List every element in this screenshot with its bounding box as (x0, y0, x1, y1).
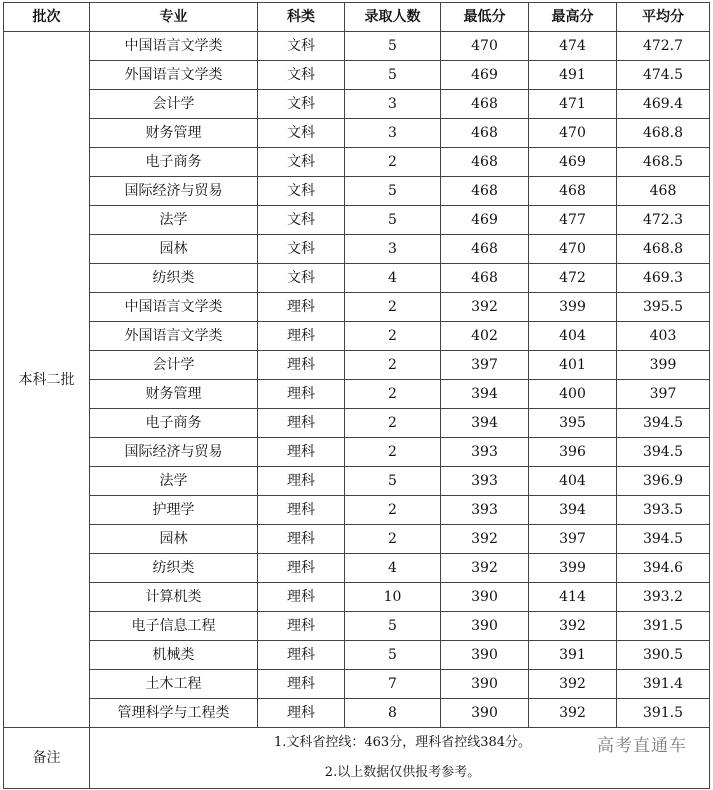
admitted-count-cell: 7 (345, 670, 441, 699)
min-score-cell: 469 (441, 61, 529, 90)
category-cell: 理科 (258, 293, 345, 322)
major-cell: 园林 (90, 235, 258, 264)
major-cell: 纺织类 (90, 554, 258, 583)
table-row (4, 380, 710, 409)
avg-score-cell: 468 (617, 177, 710, 206)
category-cell: 文科 (258, 119, 345, 148)
table-row (4, 119, 710, 148)
admitted-count-cell: 5 (345, 177, 441, 206)
category-cell: 理科 (258, 699, 345, 728)
admitted-count-cell: 2 (345, 322, 441, 351)
table-row (4, 61, 710, 90)
category-cell: 理科 (258, 583, 345, 612)
table-row (4, 235, 710, 264)
avg-score-cell: 472.3 (617, 206, 710, 235)
avg-score-cell: 396.9 (617, 467, 710, 496)
note-line-2: 2.以上数据仅供报考参考。 (324, 765, 481, 780)
max-score-cell: 474 (529, 32, 617, 61)
max-score-cell: 394 (529, 496, 617, 525)
admitted-count-cell: 4 (345, 264, 441, 293)
avg-score-cell: 403 (617, 322, 710, 351)
admitted-count-cell: 4 (345, 554, 441, 583)
category-cell: 理科 (258, 351, 345, 380)
min-score-cell: 468 (441, 90, 529, 119)
avg-score-cell: 395.5 (617, 293, 710, 322)
table-row (4, 293, 710, 322)
header-avg-score: 平均分 (617, 3, 710, 32)
category-cell: 理科 (258, 380, 345, 409)
major-cell: 国际经济与贸易 (90, 177, 258, 206)
category-cell: 文科 (258, 264, 345, 293)
max-score-cell: 401 (529, 351, 617, 380)
category-cell: 文科 (258, 177, 345, 206)
min-score-cell: 397 (441, 351, 529, 380)
min-score-cell: 393 (441, 467, 529, 496)
avg-score-cell: 468.5 (617, 148, 710, 177)
major-cell: 会计学 (90, 351, 258, 380)
avg-score-cell: 390.5 (617, 641, 710, 670)
admitted-count-cell: 2 (345, 438, 441, 467)
major-cell: 法学 (90, 467, 258, 496)
major-cell: 会计学 (90, 90, 258, 119)
category-cell: 文科 (258, 32, 345, 61)
max-score-cell: 396 (529, 438, 617, 467)
avg-score-cell: 391.5 (617, 699, 710, 728)
category-cell: 理科 (258, 525, 345, 554)
avg-score-cell: 397 (617, 380, 710, 409)
avg-score-cell: 472.7 (617, 32, 710, 61)
min-score-cell: 394 (441, 380, 529, 409)
avg-score-cell: 394.5 (617, 438, 710, 467)
major-cell: 电子信息工程 (90, 612, 258, 641)
avg-score-cell: 391.5 (617, 612, 710, 641)
min-score-cell: 393 (441, 438, 529, 467)
category-cell: 文科 (258, 90, 345, 119)
major-cell: 护理学 (90, 496, 258, 525)
admitted-count-cell: 5 (345, 467, 441, 496)
admitted-count-cell: 5 (345, 612, 441, 641)
major-cell: 财务管理 (90, 380, 258, 409)
admitted-count-cell: 10 (345, 583, 441, 612)
max-score-cell: 404 (529, 467, 617, 496)
notes-row (4, 728, 710, 789)
min-score-cell: 470 (441, 32, 529, 61)
max-score-cell: 469 (529, 148, 617, 177)
table-row (4, 670, 710, 699)
avg-score-cell: 399 (617, 351, 710, 380)
table-row (4, 206, 710, 235)
min-score-cell: 468 (441, 119, 529, 148)
category-cell: 理科 (258, 467, 345, 496)
max-score-cell: 399 (529, 554, 617, 583)
table-row (4, 264, 710, 293)
min-score-cell: 469 (441, 206, 529, 235)
table-row (4, 496, 710, 525)
min-score-cell: 392 (441, 554, 529, 583)
avg-score-cell: 391.4 (617, 670, 710, 699)
major-cell: 土木工程 (90, 670, 258, 699)
category-cell: 文科 (258, 206, 345, 235)
max-score-cell: 391 (529, 641, 617, 670)
batch-cell: 本科二批 (4, 32, 90, 728)
min-score-cell: 392 (441, 293, 529, 322)
table-row (4, 409, 710, 438)
avg-score-cell: 394.5 (617, 525, 710, 554)
major-cell: 电子商务 (90, 148, 258, 177)
max-score-cell: 472 (529, 264, 617, 293)
admitted-count-cell: 2 (345, 351, 441, 380)
max-score-cell: 470 (529, 119, 617, 148)
table-row (4, 148, 710, 177)
min-score-cell: 390 (441, 583, 529, 612)
admitted-count-cell: 3 (345, 235, 441, 264)
admitted-count-cell: 2 (345, 293, 441, 322)
avg-score-cell: 393.5 (617, 496, 710, 525)
max-score-cell: 471 (529, 90, 617, 119)
header-row (4, 3, 710, 32)
table-row (4, 612, 710, 641)
avg-score-cell: 474.5 (617, 61, 710, 90)
max-score-cell: 477 (529, 206, 617, 235)
category-cell: 理科 (258, 409, 345, 438)
admitted-count-cell: 8 (345, 699, 441, 728)
min-score-cell: 468 (441, 235, 529, 264)
admission-score-table (3, 2, 710, 789)
category-cell: 理科 (258, 322, 345, 351)
min-score-cell: 390 (441, 699, 529, 728)
category-cell: 理科 (258, 670, 345, 699)
major-cell: 外国语言文学类 (90, 322, 258, 351)
admitted-count-cell: 2 (345, 525, 441, 554)
table-row (4, 177, 710, 206)
admitted-count-cell: 2 (345, 409, 441, 438)
min-score-cell: 390 (441, 641, 529, 670)
max-score-cell: 491 (529, 61, 617, 90)
admitted-count-cell: 2 (345, 148, 441, 177)
table-row (4, 322, 710, 351)
table-row (4, 554, 710, 583)
category-cell: 文科 (258, 61, 345, 90)
avg-score-cell: 468.8 (617, 235, 710, 264)
watermark: 高考直通车 (597, 736, 687, 756)
table-row (4, 438, 710, 467)
category-cell: 理科 (258, 554, 345, 583)
table-row (4, 699, 710, 728)
major-cell: 纺织类 (90, 264, 258, 293)
avg-score-cell: 469.4 (617, 90, 710, 119)
table-row (4, 90, 710, 119)
max-score-cell: 397 (529, 525, 617, 554)
admitted-count-cell: 5 (345, 61, 441, 90)
min-score-cell: 402 (441, 322, 529, 351)
max-score-cell: 470 (529, 235, 617, 264)
table-row (4, 467, 710, 496)
notes-body (90, 728, 710, 789)
category-cell: 文科 (258, 148, 345, 177)
major-cell: 中国语言文学类 (90, 293, 258, 322)
major-cell: 园林 (90, 525, 258, 554)
category-cell: 理科 (258, 641, 345, 670)
table-row (4, 32, 710, 61)
min-score-cell: 468 (441, 148, 529, 177)
avg-score-cell: 394.6 (617, 554, 710, 583)
category-cell: 文科 (258, 235, 345, 264)
min-score-cell: 393 (441, 496, 529, 525)
table-row (4, 525, 710, 554)
category-cell: 理科 (258, 496, 345, 525)
admitted-count-cell: 2 (345, 496, 441, 525)
min-score-cell: 390 (441, 612, 529, 641)
max-score-cell: 395 (529, 409, 617, 438)
category-cell: 理科 (258, 612, 345, 641)
max-score-cell: 414 (529, 583, 617, 612)
notes-label: 备注 (4, 728, 90, 789)
admitted-count-cell: 3 (345, 90, 441, 119)
header-min-score: 最低分 (441, 3, 529, 32)
major-cell: 中国语言文学类 (90, 32, 258, 61)
header-major: 专业 (90, 3, 258, 32)
max-score-cell: 404 (529, 322, 617, 351)
header-admitted-count: 录取人数 (345, 3, 441, 32)
category-cell: 理科 (258, 438, 345, 467)
max-score-cell: 392 (529, 699, 617, 728)
avg-score-cell: 394.5 (617, 409, 710, 438)
max-score-cell: 392 (529, 670, 617, 699)
avg-score-cell: 469.3 (617, 264, 710, 293)
header-batch: 批次 (4, 3, 90, 32)
admitted-count-cell: 5 (345, 641, 441, 670)
min-score-cell: 468 (441, 264, 529, 293)
min-score-cell: 468 (441, 177, 529, 206)
min-score-cell: 392 (441, 525, 529, 554)
header-category: 科类 (258, 3, 345, 32)
table-body (4, 32, 710, 728)
table-row (4, 641, 710, 670)
min-score-cell: 390 (441, 670, 529, 699)
major-cell: 法学 (90, 206, 258, 235)
major-cell: 国际经济与贸易 (90, 438, 258, 467)
major-cell: 计算机类 (90, 583, 258, 612)
note-line-1: 1.文科省控线：463分，理科省控线384分。 (273, 735, 532, 750)
major-cell: 机械类 (90, 641, 258, 670)
avg-score-cell: 468.8 (617, 119, 710, 148)
header-max-score: 最高分 (529, 3, 617, 32)
max-score-cell: 468 (529, 177, 617, 206)
max-score-cell: 399 (529, 293, 617, 322)
admitted-count-cell: 3 (345, 119, 441, 148)
admitted-count-cell: 5 (345, 32, 441, 61)
max-score-cell: 400 (529, 380, 617, 409)
max-score-cell: 392 (529, 612, 617, 641)
admitted-count-cell: 2 (345, 380, 441, 409)
major-cell: 管理科学与工程类 (90, 699, 258, 728)
min-score-cell: 394 (441, 409, 529, 438)
major-cell: 财务管理 (90, 119, 258, 148)
major-cell: 外国语言文学类 (90, 61, 258, 90)
table-row (4, 583, 710, 612)
major-cell: 电子商务 (90, 409, 258, 438)
admitted-count-cell: 5 (345, 206, 441, 235)
table-row (4, 351, 710, 380)
avg-score-cell: 393.2 (617, 583, 710, 612)
